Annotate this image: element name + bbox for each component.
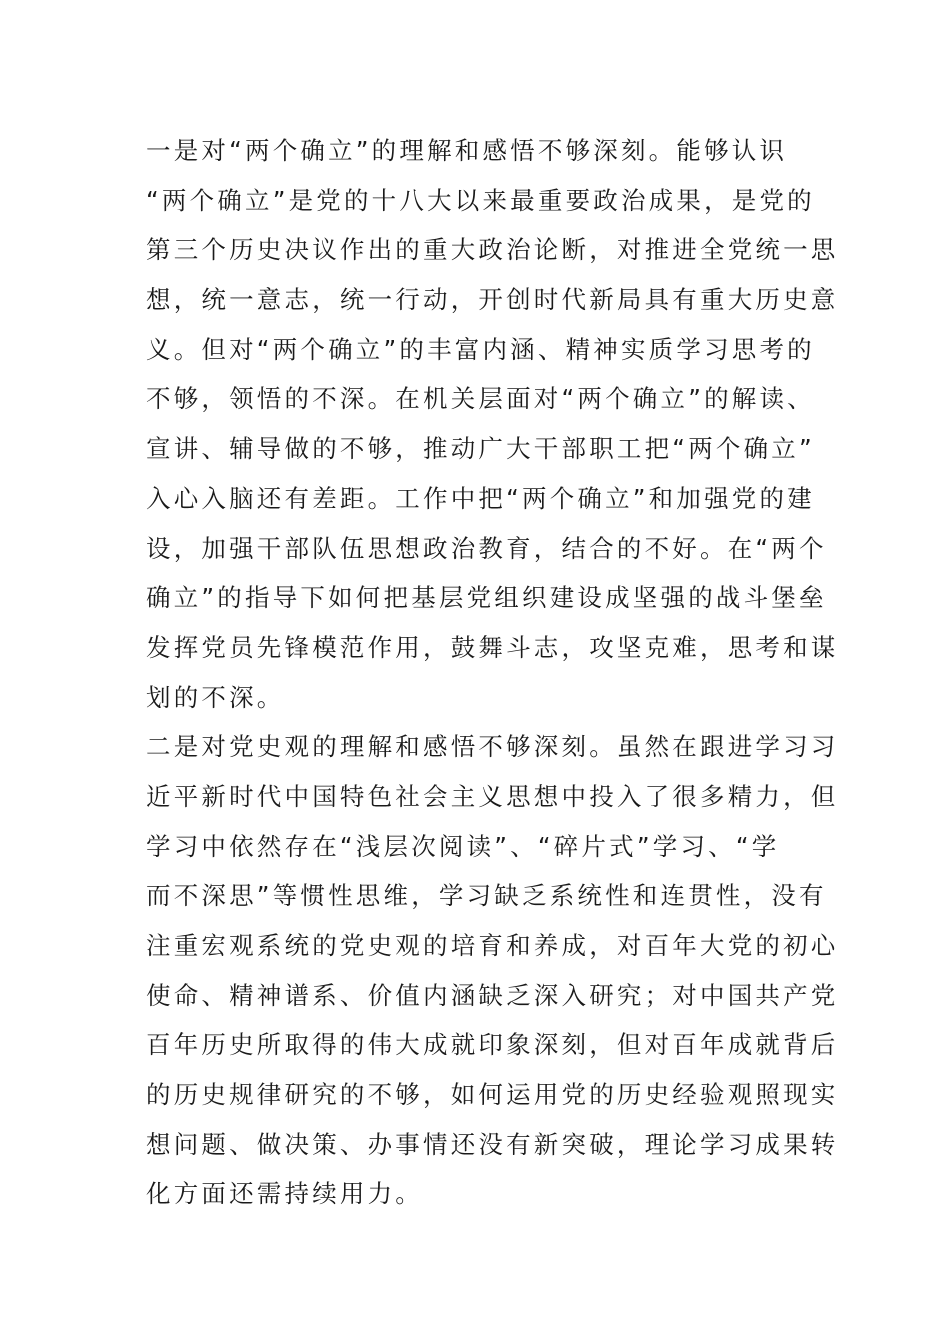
text-line: 不够，领悟的不深。在机关层面对“两个确立”的解读、 — [146, 384, 815, 414]
paragraph-two-establishments — [146, 126, 839, 722]
text-line: 百年历史所取得的伟大成就印象深刻，但对百年成就背后 — [146, 1030, 839, 1060]
text-line: 学习中依然存在“浅层次阅读”、“碎片式”学习、“学 — [146, 831, 780, 861]
text-line: 确立”的指导下如何把基层党组织建设成坚强的战斗堡垒 — [146, 583, 827, 613]
text-line: 注重宏观系统的党史观的培育和养成，对百年大党的初心 — [146, 931, 839, 960]
text-line: 而不深思”等惯性思维，学习缺乏系统性和连贯性，没有 — [146, 881, 827, 911]
text-line: 的历史规律研究的不够，如何运用党的历史经验观照现实 — [146, 1080, 839, 1110]
paragraph-party-history-view — [146, 722, 839, 1219]
text-line: 近平新时代中国特色社会主义思想中投入了很多精力，但 — [146, 781, 839, 811]
document-body — [146, 126, 839, 1219]
text-line: 入心入脑还有差距。工作中把“两个确立”和加强党的建 — [146, 483, 815, 513]
text-line: 二是对党史观的理解和感悟不够深刻。虽然在跟进学习习 — [146, 732, 839, 762]
text-line: 划的不深。 — [146, 682, 285, 712]
text-line: 宣讲、辅导做的不够，推动广大干部职工把“两个确立” — [146, 434, 815, 464]
text-line: 使命、精神谱系、价值内涵缺乏深入研究；对中国共产党 — [146, 980, 839, 1010]
text-line: 发挥党员先锋模范作用，鼓舞斗志，攻坚克难，思考和谋 — [146, 632, 839, 662]
text-line: “两个确立”是党的十八大以来最重要政治成果，是党的 — [146, 185, 815, 215]
text-line: 化方面还需持续用力。 — [146, 1179, 423, 1209]
text-line: 一是对“两个确立”的理解和感悟不够深刻。能够认识 — [146, 136, 788, 165]
text-line: 设，加强干部队伍思想政治教育，结合的不好。在“两个 — [146, 533, 827, 563]
text-line: 义。但对“两个确立”的丰富内涵、精神实质学习思考的 — [146, 334, 815, 364]
text-line: 想问题、做决策、办事情还没有新突破，理论学习成果转 — [146, 1129, 839, 1159]
text-line: 想，统一意志，统一行动，开创时代新局具有重大历史意 — [146, 285, 839, 315]
text-line: 第三个历史决议作出的重大政治论断，对推进全党统一思 — [146, 235, 839, 265]
